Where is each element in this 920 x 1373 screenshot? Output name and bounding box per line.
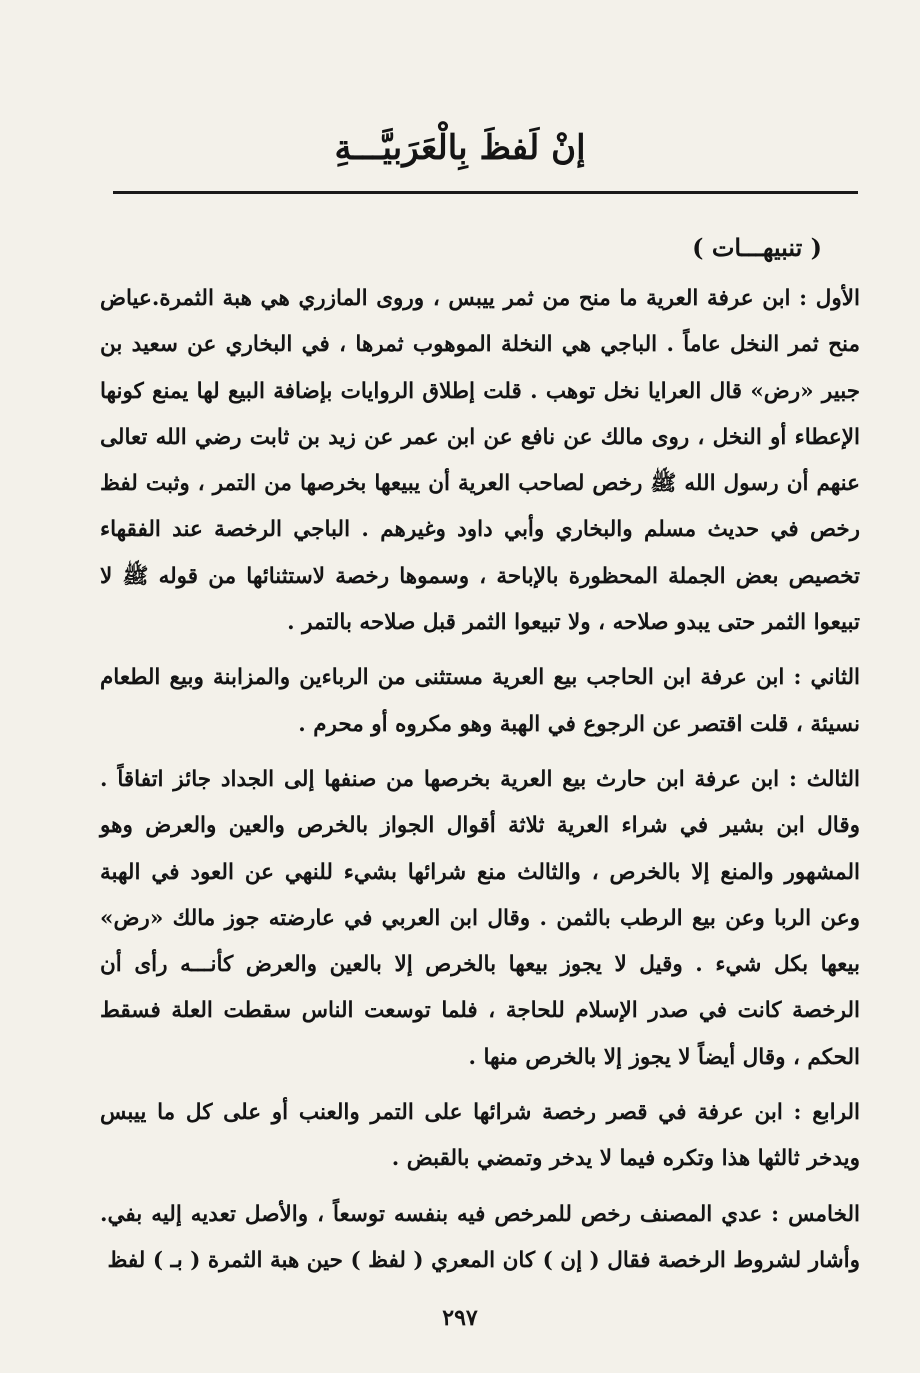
paragraph-second: الثاني : ابن عرفة ابن الحاجب بيع العرية مستثنى من الرباءين والمزابنة وبيع الطعام نسيئة ، قلت اقتصر عن الرجوع في الهبة وهو مكروه أو محرم . xyxy=(100,665,860,737)
paragraph-fifth: الخامس : عدي المصنف رخص للمرخص فيه بنفسه توسعاً ، والأصل تعديه إليه بفي. وأشار لشروط الرخصة فقال ( إن ) كان المعري ( لفظ ) حين هبة الثمرة ( بـ ) لفظ xyxy=(100,1201,860,1273)
section-heading: ( تنبيهـــات ) xyxy=(692,233,822,262)
page-header-title: إنْ لَفظَ بِالْعَرَبيَّـــةِ xyxy=(334,128,586,168)
paragraph-fourth: الرابع : ابن عرفة في قصر رخصة شرائها على التمر والعنب أو على كل ما ييبس ويدخر ثالثها هذا وتكره فيما لا يدخر وتمضي بالقبض . xyxy=(100,1100,860,1172)
body-text xyxy=(100,276,860,1293)
page-number: ٢٩٧ xyxy=(442,1305,478,1331)
paragraph-first: الأول : ابن عرفة العرية ما منح من ثمر ييبس ، وروى المازري هي هبة الثمرة.عياض منح ثمر النخل عاماً . الباجي هي النخلة الموهوب ثمرها ، في البخاري عن سعيد بن جبير «رض» قال العرايا نخل توهب . قلت إطلاق الروايات بإضافة البيع لها يمنع كونها الإعطاء أو النخل ، روى مالك عن نافع عن ابن عمر عن زيد بن ثابت رضي الله تعالى عنهم أن رسول الله ﷺ رخص لصاحب العرية أن يبيعها بخرصها من التمر ، وثبت لفظ رخص في حديث مسلم والبخاري وأبي داود وغيرهم . الباجي الرخصة عند الفقهاء تخصيص بعض الجملة المحظورة بالإباحة ، وسموها رخصة لاستثنائها من قوله ﷺ لا تبيعوا الثمر حتى يبدو صلاحه ، ولا تبيعوا الثمر قبل صلاحه بالتمر . xyxy=(100,286,860,636)
header-divider xyxy=(113,191,858,194)
paragraph-third: الثالث : ابن عرفة ابن حارث بيع العرية بخرصها من صنفها إلى الجداد جائز اتفاقاً . وقال ابن بشير في شراء العرية ثلاثة أقوال الجواز بالخرص والعين والعرض وهو المشهور والمنع إلا بالخرص ، والثالث منع شرائها بشيء للنهي عن العود في الهبة وعن الربا وعن بيع الرطب بالثمن . وقال ابن العربي في عارضته جوز مالك «رض» بيعها بكل شيء . وقيل لا يجوز بيعها بالخرص إلا بالعين والعرض كأنـــه رأى أن الرخصة كانت في صدر الإسلام للحاجة ، فلما توسعت الناس سقطت العلة فسقط الحكم ، وقال أيضاً لا يجوز إلا بالخرص منها . xyxy=(100,766,860,1070)
